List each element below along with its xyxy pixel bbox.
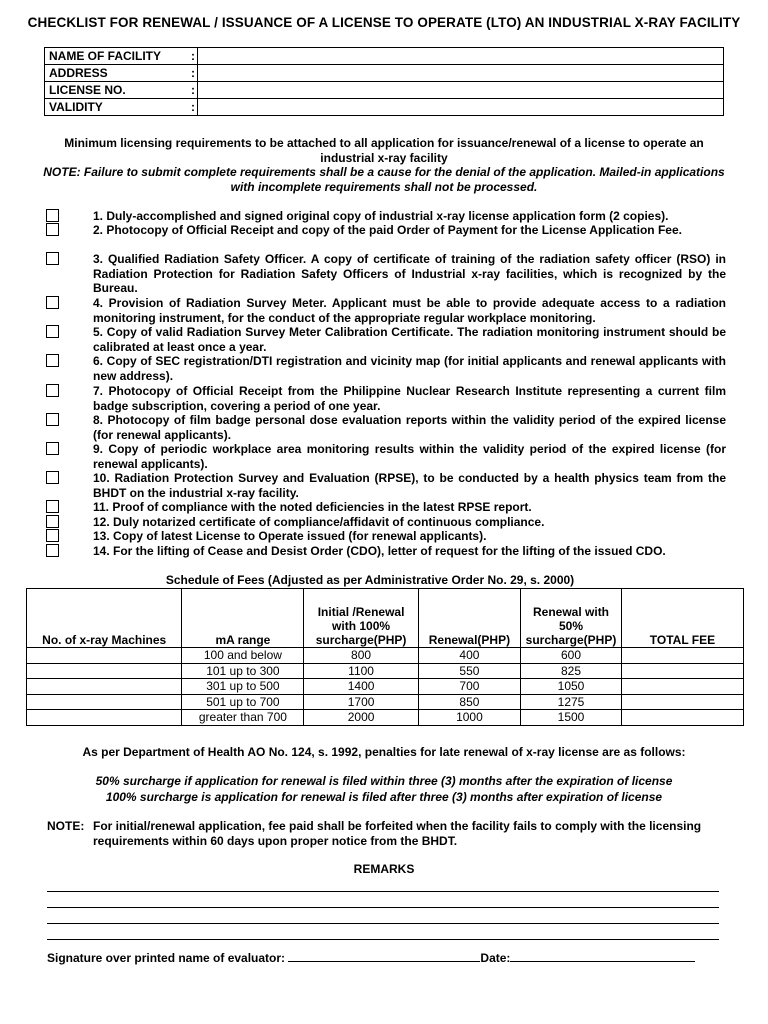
col-header-machines: No. of x-ray Machines	[27, 589, 182, 648]
table-row	[27, 663, 744, 679]
surcharge-fee-cell: 1275	[521, 694, 622, 710]
signature-field[interactable]	[288, 950, 480, 962]
facility-name-colon: :	[189, 48, 198, 65]
checklist-item-12	[46, 515, 726, 530]
ma-range-cell: 100 and below	[182, 648, 304, 664]
forfeit-note-text: For initial/renewal application, fee paid shall be forfeited when the facility fails to comply with the licensing requirements within 60 days upon proper notice from the BHDT.	[93, 819, 702, 848]
fee-schedule-caption: Schedule of Fees (Adjusted as per Administrative Order No. 29, s. 2000)	[165, 573, 575, 587]
license-no-colon: :	[189, 82, 198, 99]
checklist-item-text: 9. Copy of periodic workplace area monitoring results within the validity period of the expired license (for renewal applicants).	[93, 442, 726, 471]
initial-fee-cell: 800	[304, 648, 418, 664]
machines-cell[interactable]	[27, 710, 182, 726]
surcharge-fee-cell: 600	[521, 648, 622, 664]
forfeit-note-label: NOTE:	[47, 819, 85, 833]
checkbox-10[interactable]	[46, 471, 59, 484]
date-field[interactable]	[510, 950, 695, 962]
license-no-row	[45, 82, 724, 99]
total-fee-cell[interactable]	[621, 648, 743, 664]
checkbox-2[interactable]	[46, 223, 59, 236]
checkbox-4[interactable]	[46, 296, 59, 309]
initial-fee-cell: 1700	[304, 694, 418, 710]
checklist-item-text: 10. Radiation Protection Survey and Evaluation (RPSE), to be conducted by a health physics team from the BHDT on the industrial x-ray facility.	[93, 471, 726, 500]
checklist-item-text: 1. Duly-accomplished and signed original copy of industrial x-ray license application form (2 copies).	[93, 209, 669, 223]
ma-range-cell: 301 up to 500	[182, 679, 304, 695]
document-title: CHECKLIST FOR RENEWAL / ISSUANCE OF A LICENSE TO OPERATE (LTO) AN INDUSTRIAL X-RAY FACILITY	[27, 15, 741, 30]
checklist-item-text: 3. Qualified Radiation Safety Officer. A copy of certificate of training of the radiation safety officer (RSO) in Radiation Protection for Radiation Safety Officers of Industrial x-ray facilities, which is recognized by the Bureau.	[93, 252, 726, 295]
renewal-fee-cell: 1000	[418, 710, 520, 726]
checklist-item-10	[46, 471, 726, 500]
license-no-field[interactable]	[198, 82, 724, 99]
validity-field[interactable]	[198, 99, 724, 116]
checkbox-12[interactable]	[46, 515, 59, 528]
penalty-heading: As per Department of Health AO No. 124, s. 1992, penalties for late renewal of x-ray license are as follows:	[82, 745, 686, 759]
validity-colon: :	[189, 99, 198, 116]
col-header-initial-renewal: Initial /Renewal with 100% surcharge(PHP)	[304, 589, 418, 648]
surcharge-line-100: 100% surcharge is application for renewal is filed after three (3) months after expiration of license	[105, 790, 663, 804]
table-row	[27, 694, 744, 710]
facility-info-table	[44, 47, 724, 116]
checklist-item-13	[46, 529, 726, 544]
remarks-line-2[interactable]	[47, 893, 719, 908]
checklist-item-text: 11. Proof of compliance with the noted deficiencies in the latest RPSE report.	[93, 500, 532, 514]
checklist-item-text: 7. Photocopy of Official Receipt from the Philippine Nuclear Research Institute representing a current film badge subscription, covering a period of one year.	[93, 384, 726, 413]
checkbox-6[interactable]	[46, 354, 59, 367]
checkbox-5[interactable]	[46, 325, 59, 338]
table-row	[27, 648, 744, 664]
remarks-title: REMARKS	[353, 862, 415, 876]
checklist-item-text: 6. Copy of SEC registration/DTI registration and vicinity map (for initial applicants and renewal applicants with new address).	[93, 354, 726, 383]
checkbox-9[interactable]	[46, 442, 59, 455]
checkbox-8[interactable]	[46, 413, 59, 426]
total-fee-cell[interactable]	[621, 679, 743, 695]
requirements-heading: Minimum licensing requirements to be attached to all application for issuance/renewal of a license to operate an industrial x-ray facility	[64, 136, 704, 165]
initial-fee-cell: 2000	[304, 710, 418, 726]
facility-name-row	[45, 48, 724, 65]
renewal-fee-cell: 700	[418, 679, 520, 695]
renewal-fee-cell: 400	[418, 648, 520, 664]
total-fee-cell[interactable]	[621, 694, 743, 710]
ma-range-cell: greater than 700	[182, 710, 304, 726]
fee-header-row	[27, 589, 744, 648]
facility-name-field[interactable]	[198, 48, 724, 65]
checklist-item-text: 2. Photocopy of Official Receipt and copy of the paid Order of Payment for the License Application Fee.	[93, 223, 682, 237]
checklist-item-4	[46, 296, 726, 325]
remarks-line-1[interactable]	[47, 877, 719, 892]
address-field[interactable]	[198, 65, 724, 82]
checklist-item-1	[46, 209, 726, 224]
fee-schedule-table	[26, 588, 744, 726]
col-header-renewal-50: Renewal with 50% surcharge(PHP)	[521, 589, 622, 648]
renewal-fee-cell: 550	[418, 663, 520, 679]
license-no-label: LICENSE NO.	[45, 82, 190, 99]
checkbox-1[interactable]	[46, 209, 59, 222]
checklist-item-9	[46, 442, 726, 471]
signature-label: Signature over printed name of evaluator:	[47, 951, 286, 965]
total-fee-cell[interactable]	[621, 710, 743, 726]
renewal-fee-cell: 850	[418, 694, 520, 710]
date-label: Date:	[480, 951, 511, 965]
machines-cell[interactable]	[27, 648, 182, 664]
machines-cell[interactable]	[27, 694, 182, 710]
surcharge-fee-cell: 1500	[521, 710, 622, 726]
surcharge-fee-cell: 825	[521, 663, 622, 679]
checklist-item-8	[46, 413, 726, 442]
checklist-item-text: 8. Photocopy of film badge personal dose evaluation reports within the validity period of the expired license (for renewal applicants).	[93, 413, 726, 442]
table-row	[27, 710, 744, 726]
checkbox-14[interactable]	[46, 544, 59, 557]
col-header-renewal: Renewal(PHP)	[418, 589, 520, 648]
checklist-item-6	[46, 354, 726, 383]
remarks-line-4[interactable]	[47, 925, 719, 940]
checklist-item-14	[46, 544, 726, 559]
checkbox-13[interactable]	[46, 529, 59, 542]
col-header-total-fee: TOTAL FEE	[621, 589, 743, 648]
checklist-item-11	[46, 500, 726, 515]
initial-fee-cell: 1100	[304, 663, 418, 679]
address-row	[45, 65, 724, 82]
requirements-intro	[40, 136, 728, 194]
validity-label: VALIDITY	[45, 99, 190, 116]
machines-cell[interactable]	[27, 679, 182, 695]
col-header-ma-range: mA range	[182, 589, 304, 648]
signature-row	[47, 950, 695, 965]
address-colon: :	[189, 65, 198, 82]
checklist-item-3	[46, 252, 726, 296]
checklist-item-text: 4. Provision of Radiation Survey Meter. Applicant must be able to provide adequate access to a radiation monitoring instrument, for the conduct of the appropriate regular workplace monitoring.	[93, 296, 726, 325]
checklist-item-text: 12. Duly notarized certificate of compliance/affidavit of continuous compliance.	[93, 515, 545, 529]
surcharge-fee-cell: 1050	[521, 679, 622, 695]
total-fee-cell[interactable]	[621, 663, 743, 679]
facility-name-label: NAME OF FACILITY	[45, 48, 190, 65]
ma-range-cell: 501 up to 700	[182, 694, 304, 710]
checklist-item-5	[46, 325, 726, 354]
machines-cell[interactable]	[27, 663, 182, 679]
initial-fee-cell: 1400	[304, 679, 418, 695]
checkbox-7[interactable]	[46, 384, 59, 397]
checklist-item-text: 14. For the lifting of Cease and Desist Order (CDO), letter of request for the lifting of the issued CDO.	[93, 544, 666, 558]
requirements-note: NOTE: Failure to submit complete requirements shall be a cause for the denial of the application. Mailed-in applications with incomplete requirements shall not be processed.	[43, 165, 725, 194]
validity-row	[45, 99, 724, 116]
forfeit-note	[47, 819, 727, 848]
checklist-item-2	[46, 223, 726, 238]
checklist-item-7	[46, 384, 726, 413]
surcharge-line-50: 50% surcharge if application for renewal is filed within three (3) months after the expiration of license	[95, 774, 673, 788]
checkbox-3[interactable]	[46, 252, 59, 265]
checklist-item-text: 5. Copy of valid Radiation Survey Meter Calibration Certificate. The radiation monitoring instrument should be calibrated at least once a year.	[93, 325, 726, 354]
checklist-item-text: 13. Copy of latest License to Operate issued (for renewal applicants).	[93, 529, 487, 543]
address-label: ADDRESS	[45, 65, 190, 82]
checkbox-11[interactable]	[46, 500, 59, 513]
table-row	[27, 679, 744, 695]
remarks-line-3[interactable]	[47, 909, 719, 924]
ma-range-cell: 101 up to 300	[182, 663, 304, 679]
